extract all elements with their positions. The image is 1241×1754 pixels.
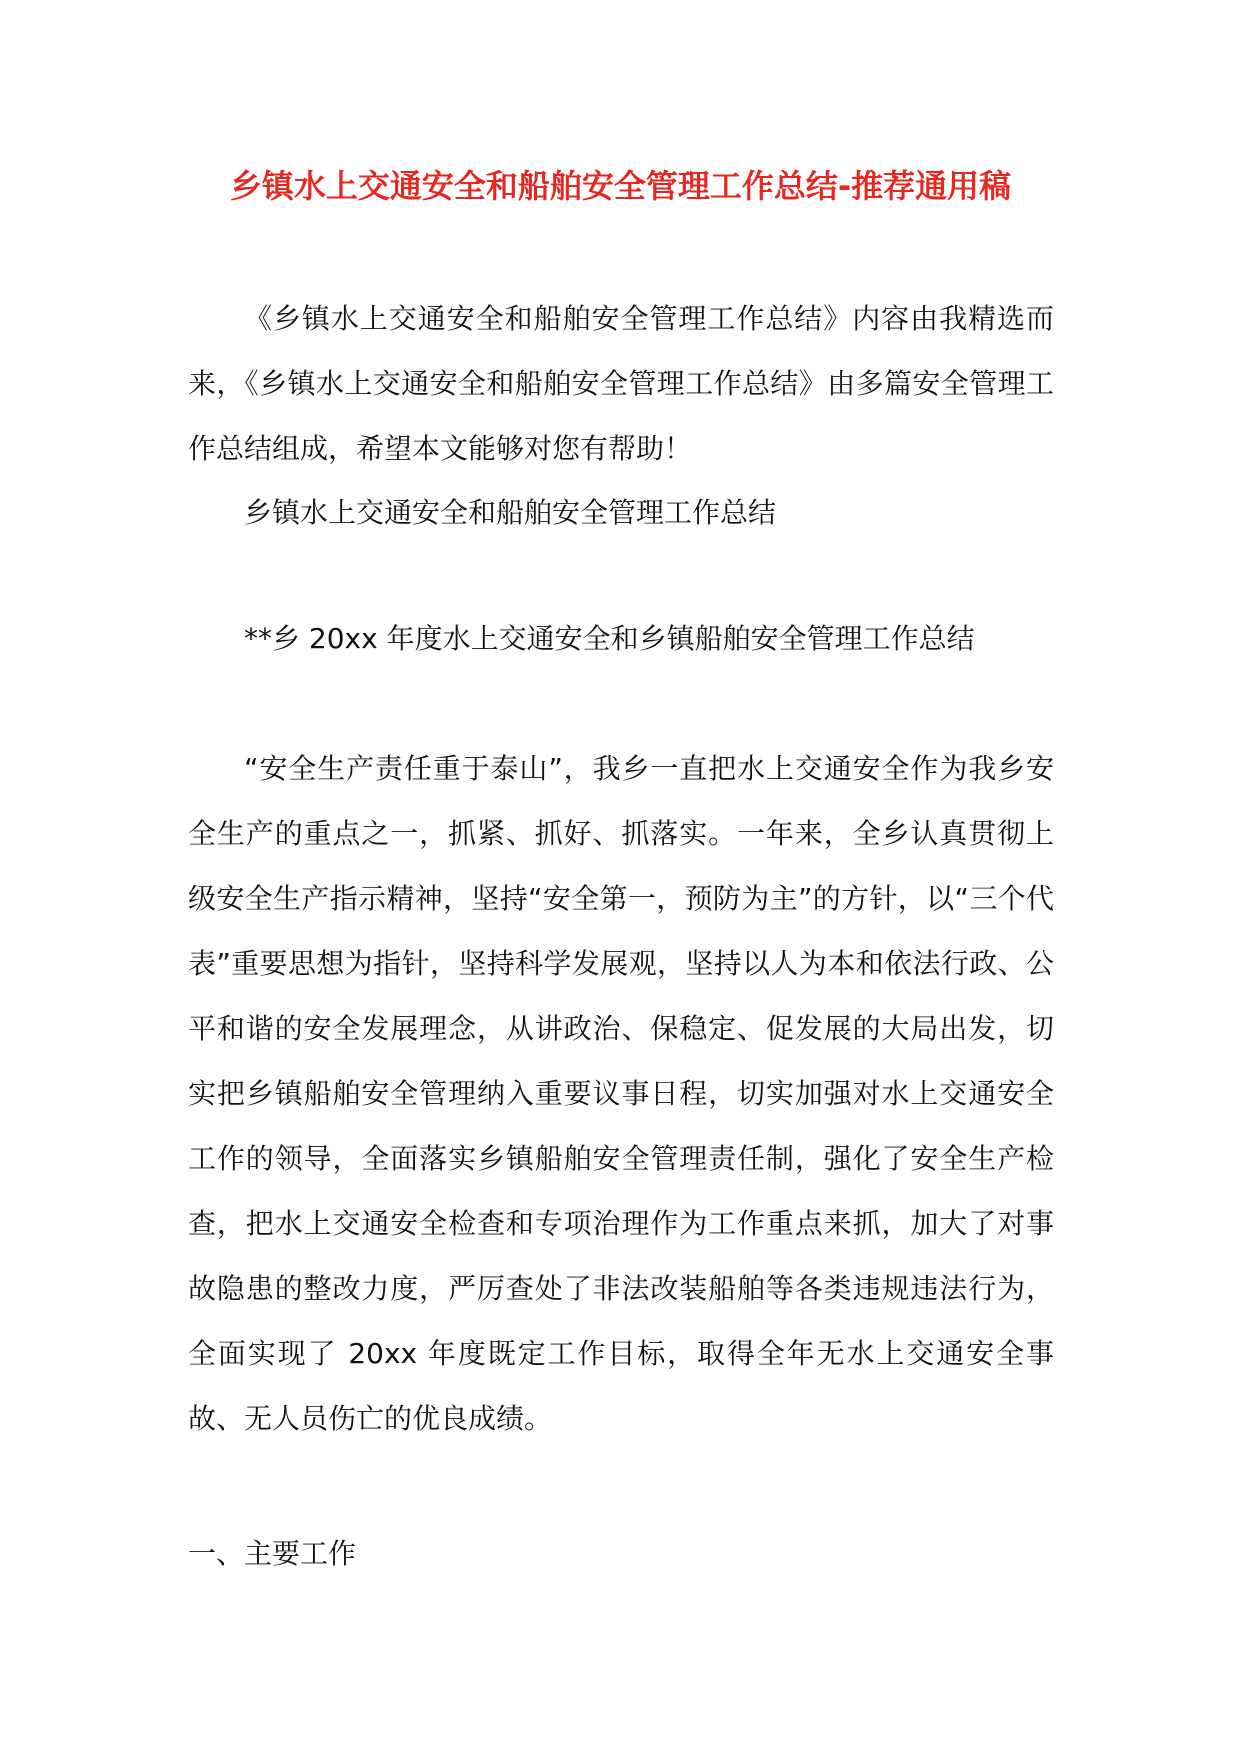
document-subtitle: 乡镇水上交通安全和船舶安全管理工作总结 — [244, 496, 777, 529]
section-heading-main-work: 一、主要工作 — [188, 1537, 357, 1570]
annual-summary-heading: **乡 20xx 年度水上交通安全和乡镇船舶安全管理工作总结 — [244, 622, 975, 655]
main-paragraph: “安全生产责任重于泰山”，我乡一直把水上交通安全作为我乡安全生产的重点之一，抓紧、抓好、抓落实。一年来，全乡认真贯彻上级安全生产指示精神，坚持“安全第一，预防为主”的方针，以“三个代表”重要思想为指针，坚持科学发展观，坚持以人为本和依法行政、公平和谐的安全发展理念，从讲政治、保稳定、促发展的大局出发，切实把乡镇船舶安全管理纳入重要议事日程，切实加强对水上交通安全工作的领导，全面落实乡镇船舶安全管理责任制，强化了安全生产检查，把水上交通安全检查和专项治理作为工作重点来抓，加大了对事故隐患的整改力度，严厉查处了非法改装船舶等各类违规违法行为，全面实现了 20xx 年度既定工作目标，取得全年无水上交通安全事故、无人员伤亡的优良成绩。 — [188, 752, 1054, 1435]
document-title: 乡镇水上交通安全和船舶安全管理工作总结-推荐通用稿 — [229, 167, 1012, 205]
intro-paragraph: 《乡镇水上交通安全和船舶安全管理工作总结》内容由我精选而来，《乡镇水上交通安全和船舶安全管理工作总结》由多篇安全管理工作总结组成，希望本文能够对您有帮助！ — [188, 302, 1054, 465]
